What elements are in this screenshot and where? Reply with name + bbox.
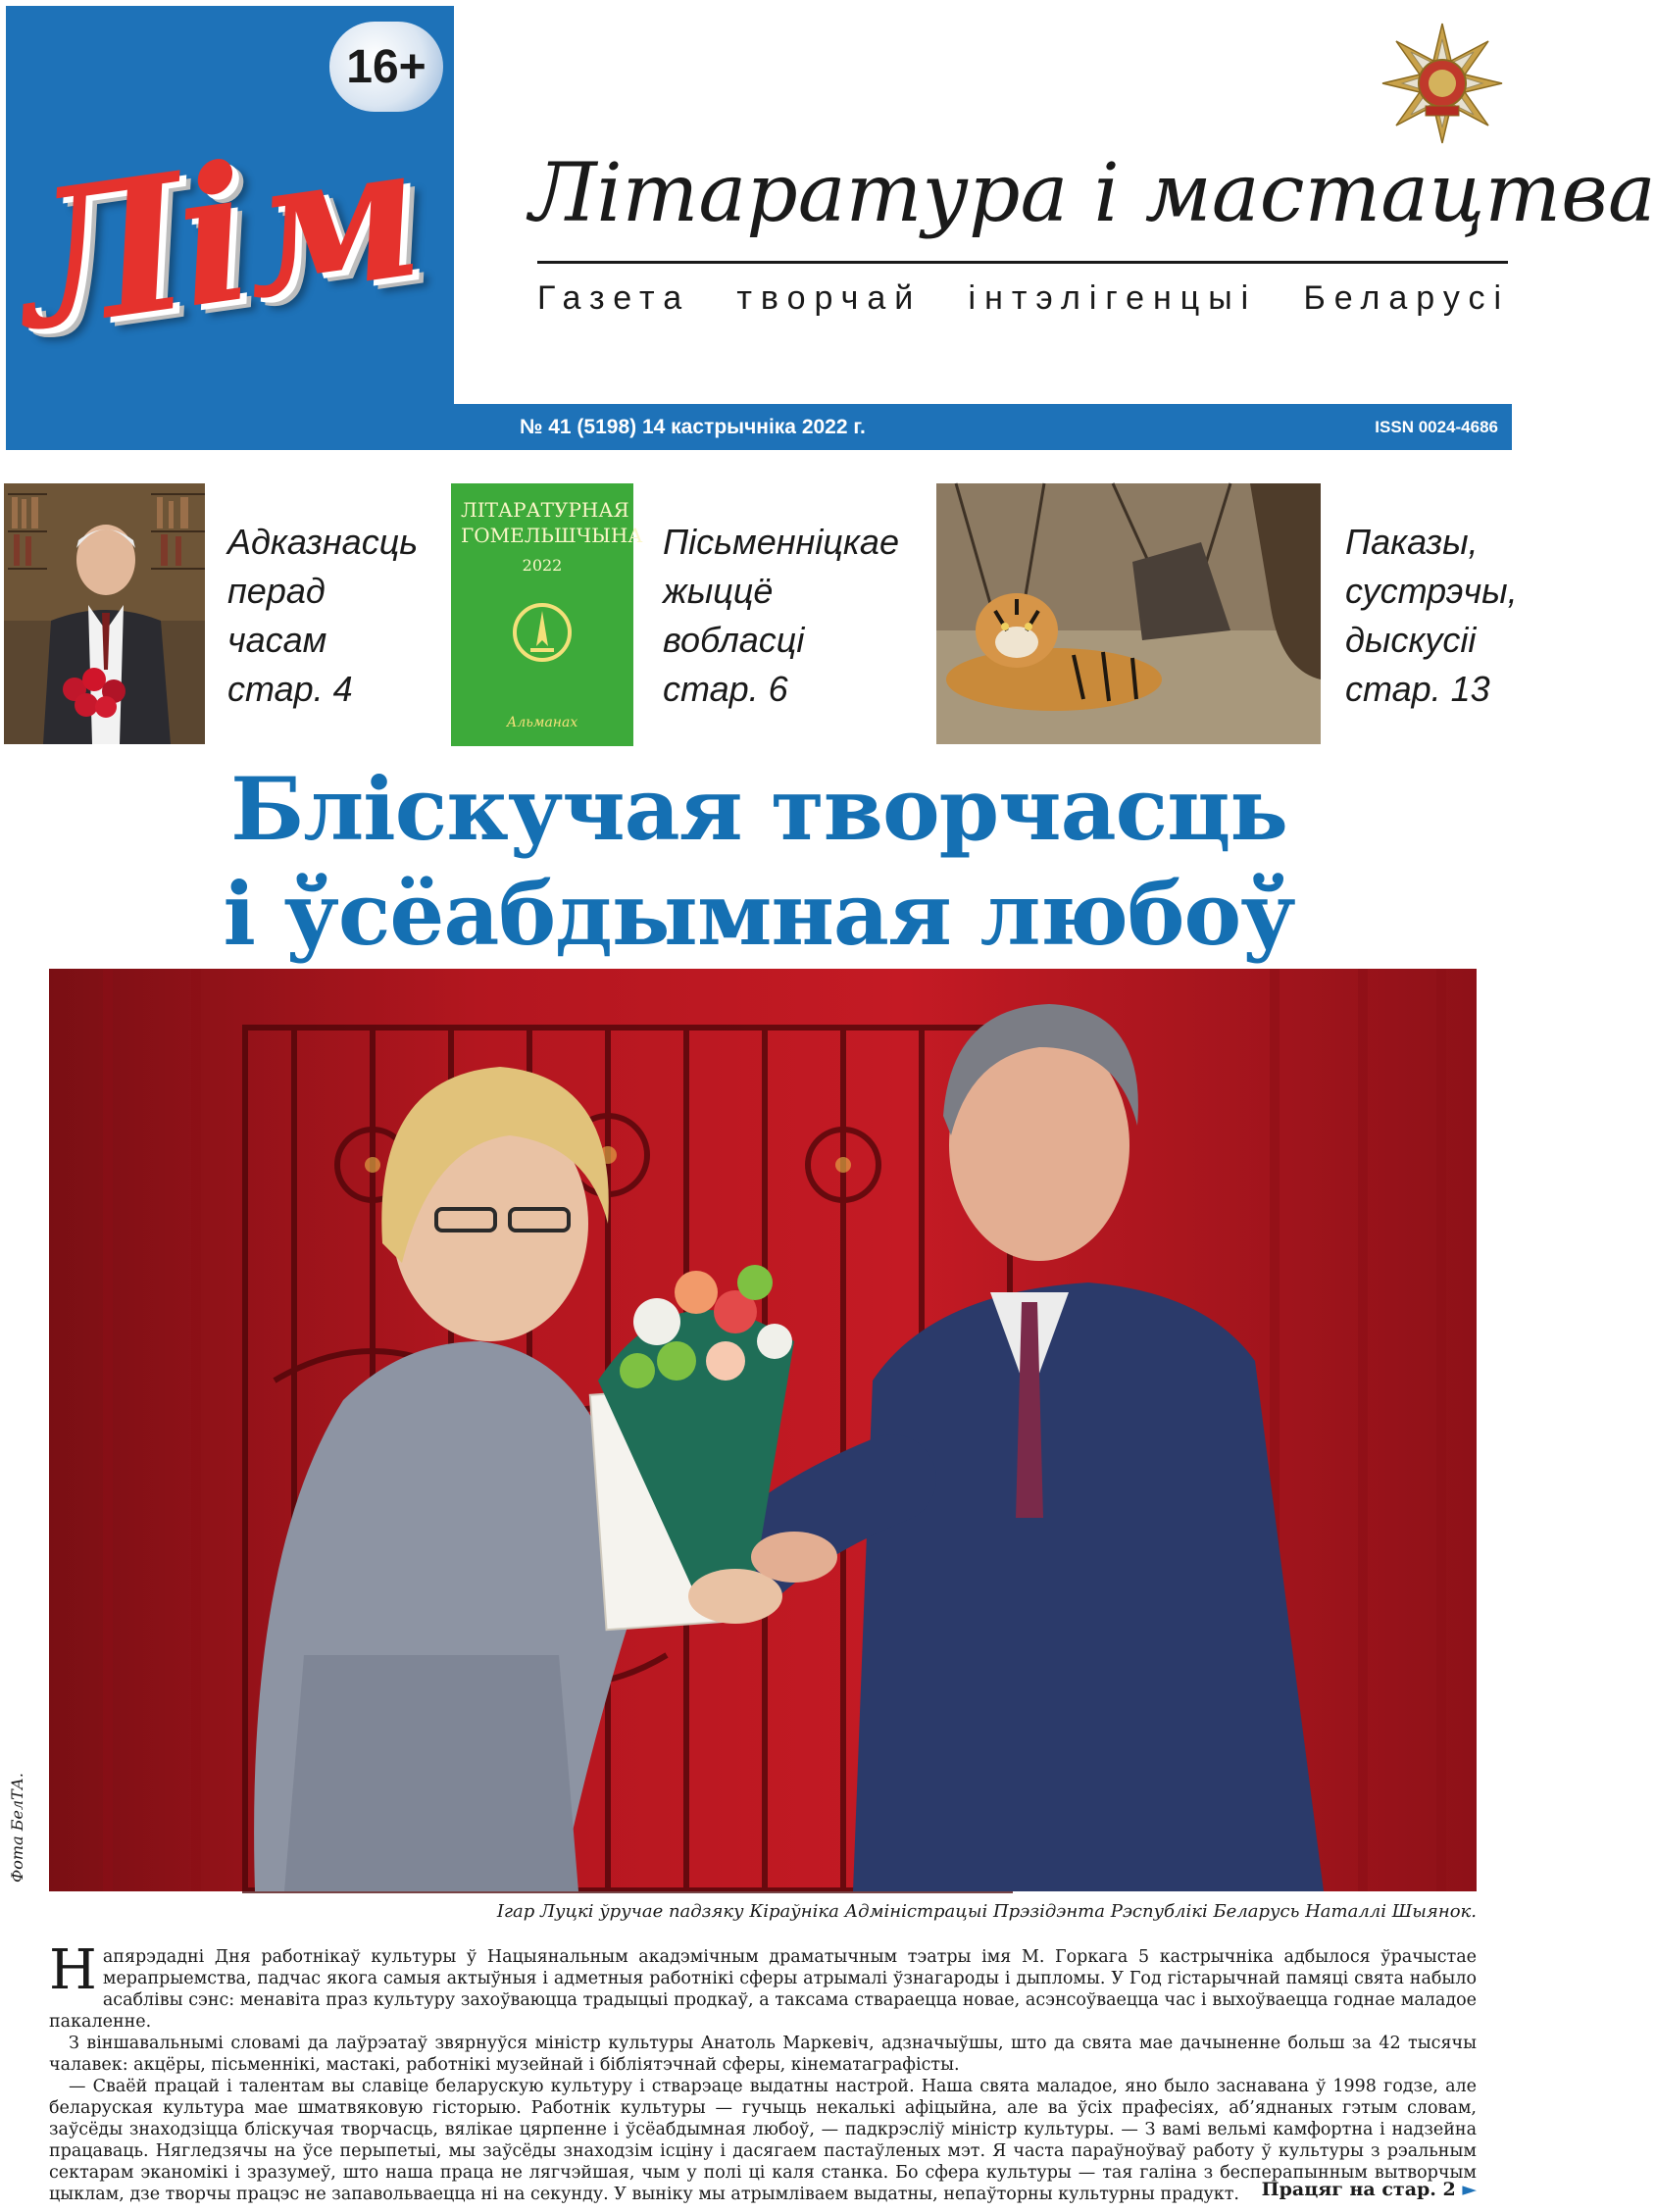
teaser-3-line-2: сустрэчы, — [1345, 571, 1518, 611]
teaser-2-text[interactable] — [663, 518, 899, 714]
play-arrow-icon: ► — [1462, 2179, 1477, 2200]
teaser-2-line-1: Пісьменніцкае — [663, 522, 899, 562]
teaser-3-tiger-photo[interactable] — [936, 483, 1321, 744]
teaser-2-line-3: вобласці — [663, 620, 805, 660]
article-paragraph-2: З віншавальнымі словамі да лаўрэатаў звярнуўся міністр культуры Анатоль Маркевіч, адзначыўшы, што да свята мае дачыненне больш за 42 тысячы чалавек: акцёры, пісьменнікі, мастакі, работнікі музейнай і бібліятэчнай сферы, кінематаграфісты. — [49, 2034, 1477, 2075]
teaser-3-page-ref: стар. 13 — [1345, 669, 1490, 709]
book-cover-year: 2022 — [522, 556, 563, 575]
title-divider — [537, 261, 1508, 264]
book-cover-title: ЛІТАРАТУРНАЯ ГОМЕЛЬШЧЫНА — [461, 498, 643, 547]
teaser-1-line-1: Адказнасць — [227, 522, 419, 562]
book-emblem-icon — [511, 601, 574, 664]
teaser-1-page-ref: стар. 4 — [227, 669, 353, 709]
order-emblem-icon — [1380, 22, 1504, 145]
photo-caption: Ігар Луцкі ўручае падзяку Кіраўніка Адміністрацыі Прэзідэнта Рэспублікі Беларусь Наталлі Шыянок. — [496, 1901, 1477, 1922]
article-paragraph-1-text: апярэдадні Дня работнікаў культуры ў Нацыянальным акадэмічным драматычным тэатры імя М. Горкага 5 кастрычніка адбылося ўрачыстае мерапрыемства, падчас якога самыя актыўныя і адметныя работнікі сферы атрымалі ўзнагароды і дыпломы. У Год гістарычнай памяці свята набыло асаблівы сэнс: менавіта праз культуру захоўваюцца традыцыі продкаў, а таксама ствараецца новае, асэнсоўваецца час і выхоўваецца годнае маладое пакаленне. — [49, 1947, 1477, 2032]
continued-label: Працяг на стар. 2 — [1261, 2179, 1456, 2200]
article-paragraph-3: — Сваёй працай і талентам вы славіце беларускую культуру і стварэаце выдатны настрой. Наша свята маладое, яно было заснавана ў 1998 годзе, але беларуская культура мае шматвяковую гісторыю. Работнік культуры — гучыць некалькі афіцыйна, але ва ўсіх прафесіях, аб’яднаных гэтым словам, заўсёды знаходзіцца бліскучая творчасць, вялікае цярпенне і ўсёабдымная любоў, — падкрэсліў міністр культуры. — З вамі вельмі камфортна і надзейна працаваць. Нягледзячы на ўсе перыпетыі, мы заўсёды знаходзім ісціну і дасягаем пастаўленых мэт. Я часта параўноўваў работу ў культуры з рэальным сектарам эканомікі і зразумеў, што наша праца не лягчэйшая, чым у полі ці каля станка. Бо сфера культуры — тая галіна з бесперапынным вытворчым цыклам, дзе творчы працэс не запавольваецца ні на секунду. У выніку мы атрымліваем выдатны, непаўторны культурны прадукт. — [49, 2077, 1477, 2204]
headline-line-2: і ўсёабдымная любоў — [223, 863, 1295, 965]
lead-article — [49, 1938, 1477, 2205]
newspaper-title: Літаратура і мастацтва — [529, 147, 1656, 240]
headline-line-1: Бліскучая творчасць — [230, 758, 1287, 860]
newspaper-logo: Лім — [6, 100, 428, 373]
teaser-3-line-1: Паказы, — [1345, 522, 1479, 562]
teaser-2-page-ref: стар. 6 — [663, 669, 788, 709]
issn: ISSN 0024-4686 — [1375, 418, 1498, 436]
teaser-1-line-2: перад — [227, 571, 326, 611]
age-rating-badge: 16+ — [329, 22, 443, 112]
teaser-2-book-cover[interactable] — [451, 483, 643, 746]
teaser-1-text[interactable] — [227, 518, 418, 714]
teaser-3-line-3: дыскусіі — [1345, 620, 1477, 660]
article-dropcap: Н — [49, 1938, 97, 2002]
issue-number-date: № 41 (5198) 14 кастрычніка 2022 г. — [520, 416, 866, 438]
newspaper-subtitle: Газета творчай інтэлігенцыі Беларусі — [537, 279, 1510, 317]
teaser-3-text[interactable] — [1345, 518, 1518, 714]
continued-link[interactable] — [1226, 2179, 1477, 2200]
article-paragraph-1 — [49, 1938, 1477, 2033]
teaser-1-line-3: часам — [227, 620, 327, 660]
main-photo-award-ceremony[interactable] — [49, 969, 1477, 1891]
teaser-1-portrait-photo[interactable] — [4, 483, 205, 744]
book-cover-badge: Альманах — [506, 715, 578, 730]
teaser-2-line-2: жыццё — [663, 571, 774, 611]
photo-credit: Фота БелТА. — [8, 1773, 26, 1883]
